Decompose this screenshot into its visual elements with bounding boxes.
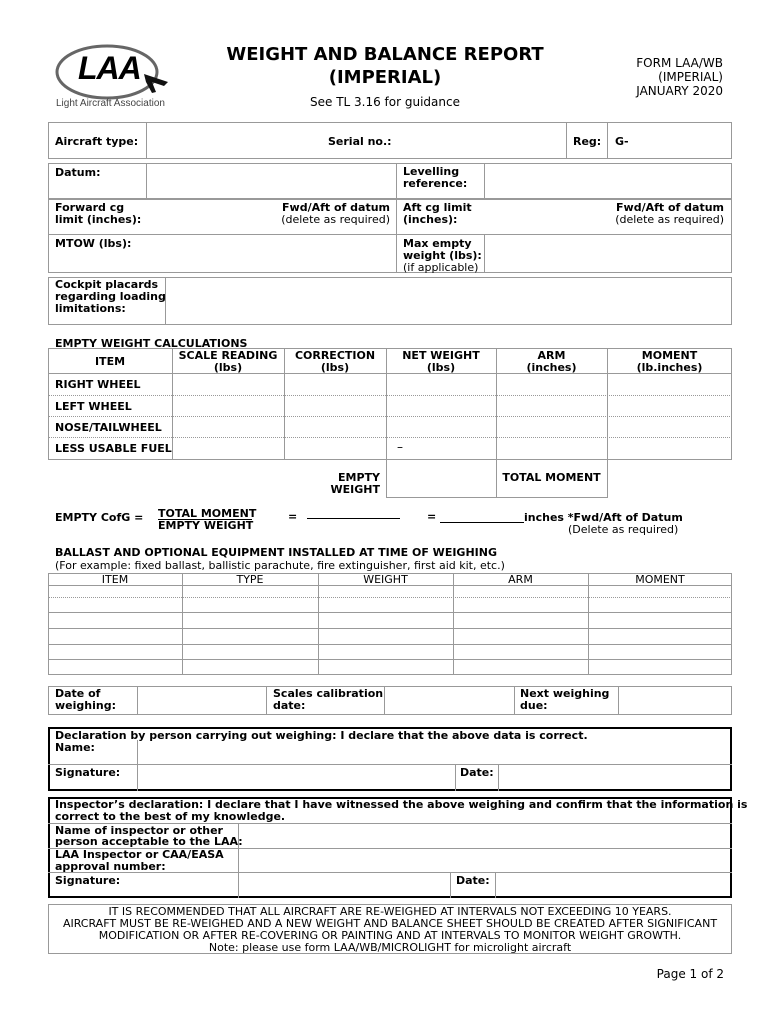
date-of-weighing-label-line2: weighing: [55,699,116,712]
row-less-usable-fuel: LESS USABLE FUEL [55,442,172,455]
col-header-arm: ARM [537,349,566,362]
right-wheel-correction-cell[interactable] [285,374,385,394]
declaration-name-field[interactable] [138,742,730,763]
max-empty-label-line2: weight (lbs): [403,249,482,262]
ballast-col-weight: WEIGHT [363,573,408,586]
ballast-example: (For example: fixed ballast, ballistic parachute, fire extinguisher, first aid kit, etc.) [55,559,505,572]
total-moment-label: TOTAL MOMENT [502,471,601,484]
max-empty-label-line1: Max empty [403,237,472,250]
reg-prefix: G- [615,135,629,148]
col-header-correction-unit: (lbs) [320,361,350,374]
declaration-date-label: Date: [460,766,494,779]
right-wheel-net-cell[interactable] [387,374,495,394]
inspector-signature-field[interactable] [239,873,449,896]
max-empty-field[interactable] [485,235,731,272]
col-header-moment: MOMENT [641,349,698,362]
placards-field[interactable] [166,278,731,324]
inspector-name-field[interactable] [239,824,730,847]
levelling-field[interactable] [485,164,731,199]
mtow-label: MTOW (lbs): [55,237,132,250]
approval-number-label-line1: LAA Inspector or CAA/EASA [55,848,224,861]
delete-note-2: (delete as required) [615,213,724,226]
declaration-signature-label: Signature: [55,766,121,779]
col-header-correction: CORRECTION [294,349,376,362]
cofg-delete-note: (Delete as required) [568,523,679,536]
form-code-line2: (IMPERIAL) [658,70,723,84]
cofg-inches-text[interactable]: inches *Fwd/Aft of Datum [524,511,683,524]
reg-field[interactable] [632,123,730,158]
ballast-entry-area[interactable] [49,586,731,674]
serial-field[interactable] [395,123,565,158]
declaration-name-label: Name: [55,741,95,754]
right-wheel-moment-cell[interactable] [608,374,731,394]
equals-sign-1: = [288,510,298,523]
recommendation-line2: AIRCRAFT MUST BE RE-WEIGHED AND A NEW WEIGHT AND BALANCE SHEET SHOULD BE CREATED AFTER SIGNIFICANT [62,917,718,930]
recommendation-line1: IT IS RECOMMENDED THAT ALL AIRCRAFT ARE RE-WEIGHED AT INTERVALS NOT EXCEEDING 10 YEARS. [108,905,672,918]
guidance-note: See TL 3.16 for guidance [310,95,460,109]
cofg-fraction-numerator: TOTAL MOMENT [158,507,257,520]
empty-cofg-label: EMPTY CofG = [55,511,144,524]
cofg-fraction-denominator: EMPTY WEIGHT [158,519,254,532]
ballast-title: BALLAST AND OPTIONAL EQUIPMENT INSTALLED AT TIME OF WEIGHING [55,546,497,559]
ballast-col-type: TYPE [236,573,264,586]
scales-calibration-label-line2: date: [273,699,306,712]
empty-weight-label-line2: WEIGHT [330,483,380,496]
empty-weight-label-line1: EMPTY [338,471,380,484]
mtow-field[interactable] [135,235,395,272]
cofg-calc-line[interactable] [307,518,400,519]
scales-calibration-label-line1: Scales calibration [273,687,384,700]
cofg-result-line[interactable] [440,522,524,523]
equals-sign-2: = [427,510,437,523]
inspector-name-label-line2: person acceptable to the LAA: [55,835,243,848]
fwd-cg-label-line2: limit (inches): [55,213,142,226]
date-of-weighing-field[interactable] [138,687,265,714]
reg-label: Reg: [573,135,602,148]
ballast-col-item: ITEM [101,573,129,586]
fwd-aft-datum-1[interactable]: Fwd/Aft of datum [282,201,390,214]
inspector-signature-label: Signature: [55,874,121,887]
inspector-name-label-line1: Name of inspector or other [55,824,223,837]
col-header-scale-reading: SCALE READING [178,349,278,362]
inspector-date-label: Date: [456,874,490,887]
placards-label-line3: limitations: [55,302,126,315]
empty-weight-total-cell[interactable] [387,461,495,496]
empty-weight-section-title: EMPTY WEIGHT CALCULATIONS [55,337,248,350]
next-weighing-field[interactable] [619,687,731,714]
max-empty-note: (if applicable) [403,261,479,274]
aft-cg-label-line1: Aft cg limit [403,201,472,214]
next-weighing-label-line1: Next weighing [520,687,610,700]
col-header-arm-unit: (inches) [526,361,577,374]
scales-calibration-field[interactable] [385,687,513,714]
logo-text: LAA [78,50,141,86]
declaration-date-field[interactable] [499,765,730,789]
right-wheel-arm-cell[interactable] [497,374,606,394]
logo-subtitle: Light Aircraft Association [56,98,165,109]
right-wheel-scale-cell[interactable] [173,374,283,394]
form-date: JANUARY 2020 [636,84,723,98]
next-weighing-label-line2: due: [520,699,548,712]
delete-note-1: (delete as required) [281,213,390,226]
declaration-text: Declaration by person carrying out weighing: I declare that the above data is correct. [55,729,588,742]
row-right-wheel: RIGHT WHEEL [55,378,141,391]
datum-field[interactable] [147,164,395,199]
inspector-date-field[interactable] [496,873,730,896]
inspector-declaration-line2: correct to the best of my knowledge. [55,810,286,823]
fwd-cg-label-line1: Forward cg [55,201,125,214]
col-header-scale-unit: (lbs) [213,361,243,374]
microlight-note: Note: please use form LAA/WB/MICROLIGHT for microlight aircraft [208,941,572,954]
col-header-item: ITEM [94,355,126,368]
levelling-label-line2: reference: [403,177,468,190]
form-code-line1: FORM LAA/WB [636,56,723,70]
date-of-weighing-label-line1: Date of [55,687,101,700]
datum-label: Datum: [55,166,101,179]
approval-number-field[interactable] [239,849,730,871]
fuel-minus-sign: – [397,440,403,454]
ballast-col-arm: ARM [508,573,533,586]
serial-label: Serial no.: [328,135,392,148]
page-number: Page 1 of 2 [656,967,724,981]
col-header-moment-unit: (lb.inches) [636,361,703,374]
aircraft-type-label: Aircraft type: [55,135,139,148]
ballast-col-moment: MOMENT [635,573,685,586]
aft-cg-label-line2: (inches): [403,213,458,226]
fwd-aft-datum-2[interactable]: Fwd/Aft of datum [616,201,724,214]
declaration-signature-field[interactable] [138,765,454,789]
placards-label-line1: Cockpit placards [55,278,159,291]
col-header-net-weight-unit: (lbs) [426,361,456,374]
approval-number-label-line2: approval number: [55,860,166,873]
row-nose-tailwheel: NOSE/TAILWHEEL [55,421,162,434]
placards-label-line2: regarding loading [55,290,166,303]
form-title-line1: WEIGHT AND BALANCE REPORT [226,44,544,65]
col-header-net-weight: NET WEIGHT [402,349,480,362]
form-title-line2: (IMPERIAL) [328,67,442,88]
levelling-label-line1: Levelling [403,165,460,178]
row-left-wheel: LEFT WHEEL [55,400,132,413]
recommendation-line3: MODIFICATION OR AFTER RE-COVERING OR PAINTING AND AT INTERVALS TO MONITOR WEIGHT GROWTH. [98,929,682,942]
inspector-declaration-line1: Inspector’s declaration: I declare that I have witnessed the above weighing and confirm that the information is [55,798,748,811]
